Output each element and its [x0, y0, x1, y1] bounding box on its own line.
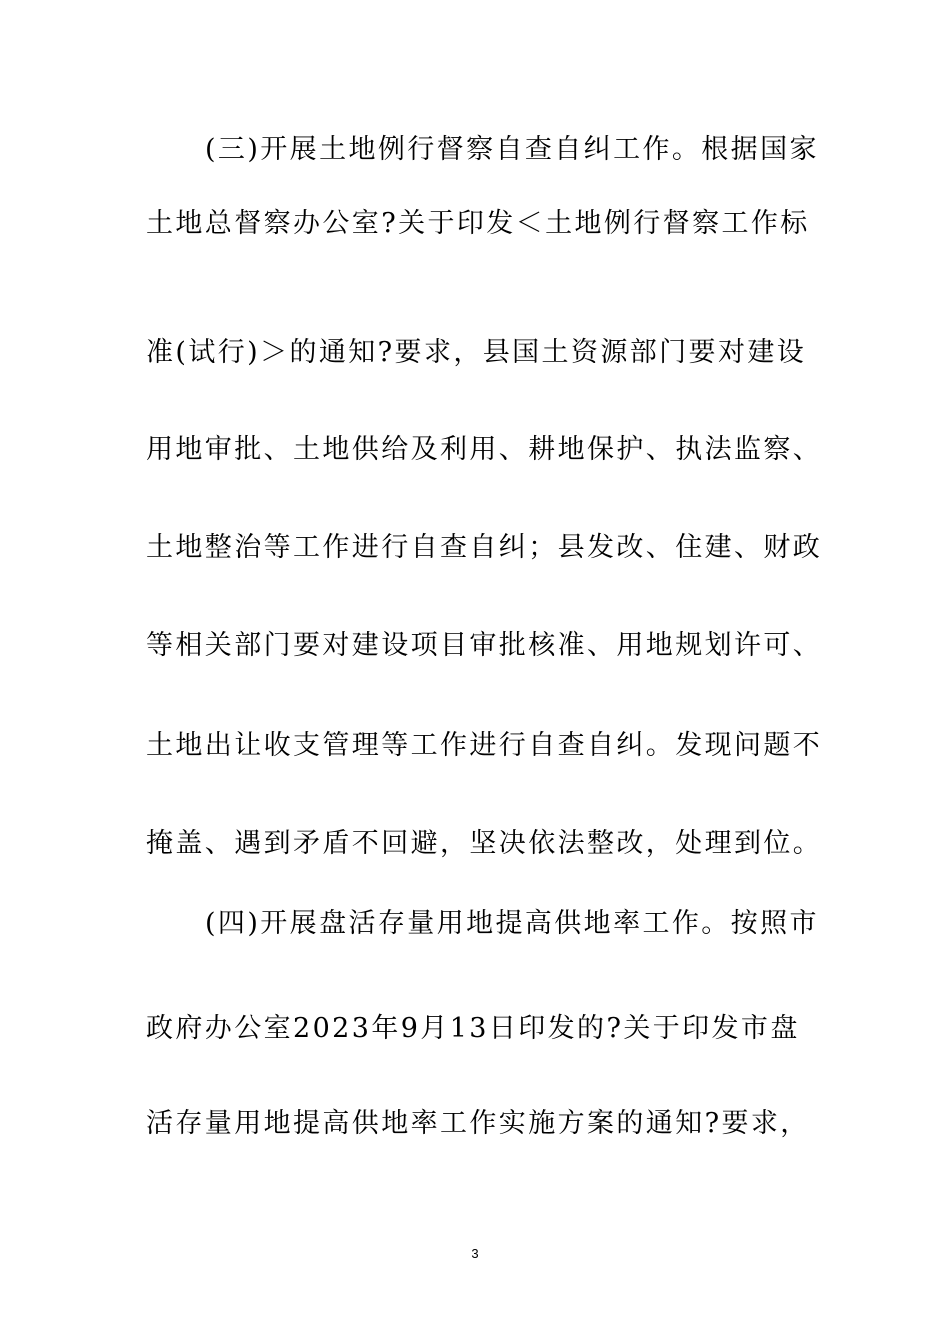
- paragraph-line: 土地出让收支管理等工作进行自查自纠。发现问题不: [146, 730, 823, 761]
- paragraph-line: 活存量用地提高供地率工作实施方案的通知?要求，: [146, 1108, 810, 1139]
- paragraph-line: 等相关部门要对建设项目审批核准、用地规划许可、: [146, 630, 823, 661]
- paragraph-line: (四)开展盘活存量用地提高供地率工作。按照市: [205, 908, 819, 939]
- paragraph-line: 用地审批、土地供给及利用、耕地保护、执法监察、: [146, 434, 823, 465]
- paragraph-line: 土地整治等工作进行自查自纠；县发改、住建、财政: [146, 532, 823, 563]
- paragraph-line: (三)开展土地例行督察自查自纠工作。根据国家: [205, 134, 819, 165]
- paragraph-line: 准(试行)＞的通知?要求，县国土资源部门要对建设: [146, 337, 807, 368]
- paragraph-line: 土地总督察办公室?关于印发＜土地例行督察工作标: [146, 208, 810, 239]
- page-number: 3: [471, 1246, 479, 1261]
- paragraph-line: 掩盖、遇到矛盾不回避，坚决依法整改，处理到位。: [146, 828, 823, 859]
- paragraph-line: 政府办公室2023年9月13日印发的?关于印发市盘: [146, 1013, 800, 1044]
